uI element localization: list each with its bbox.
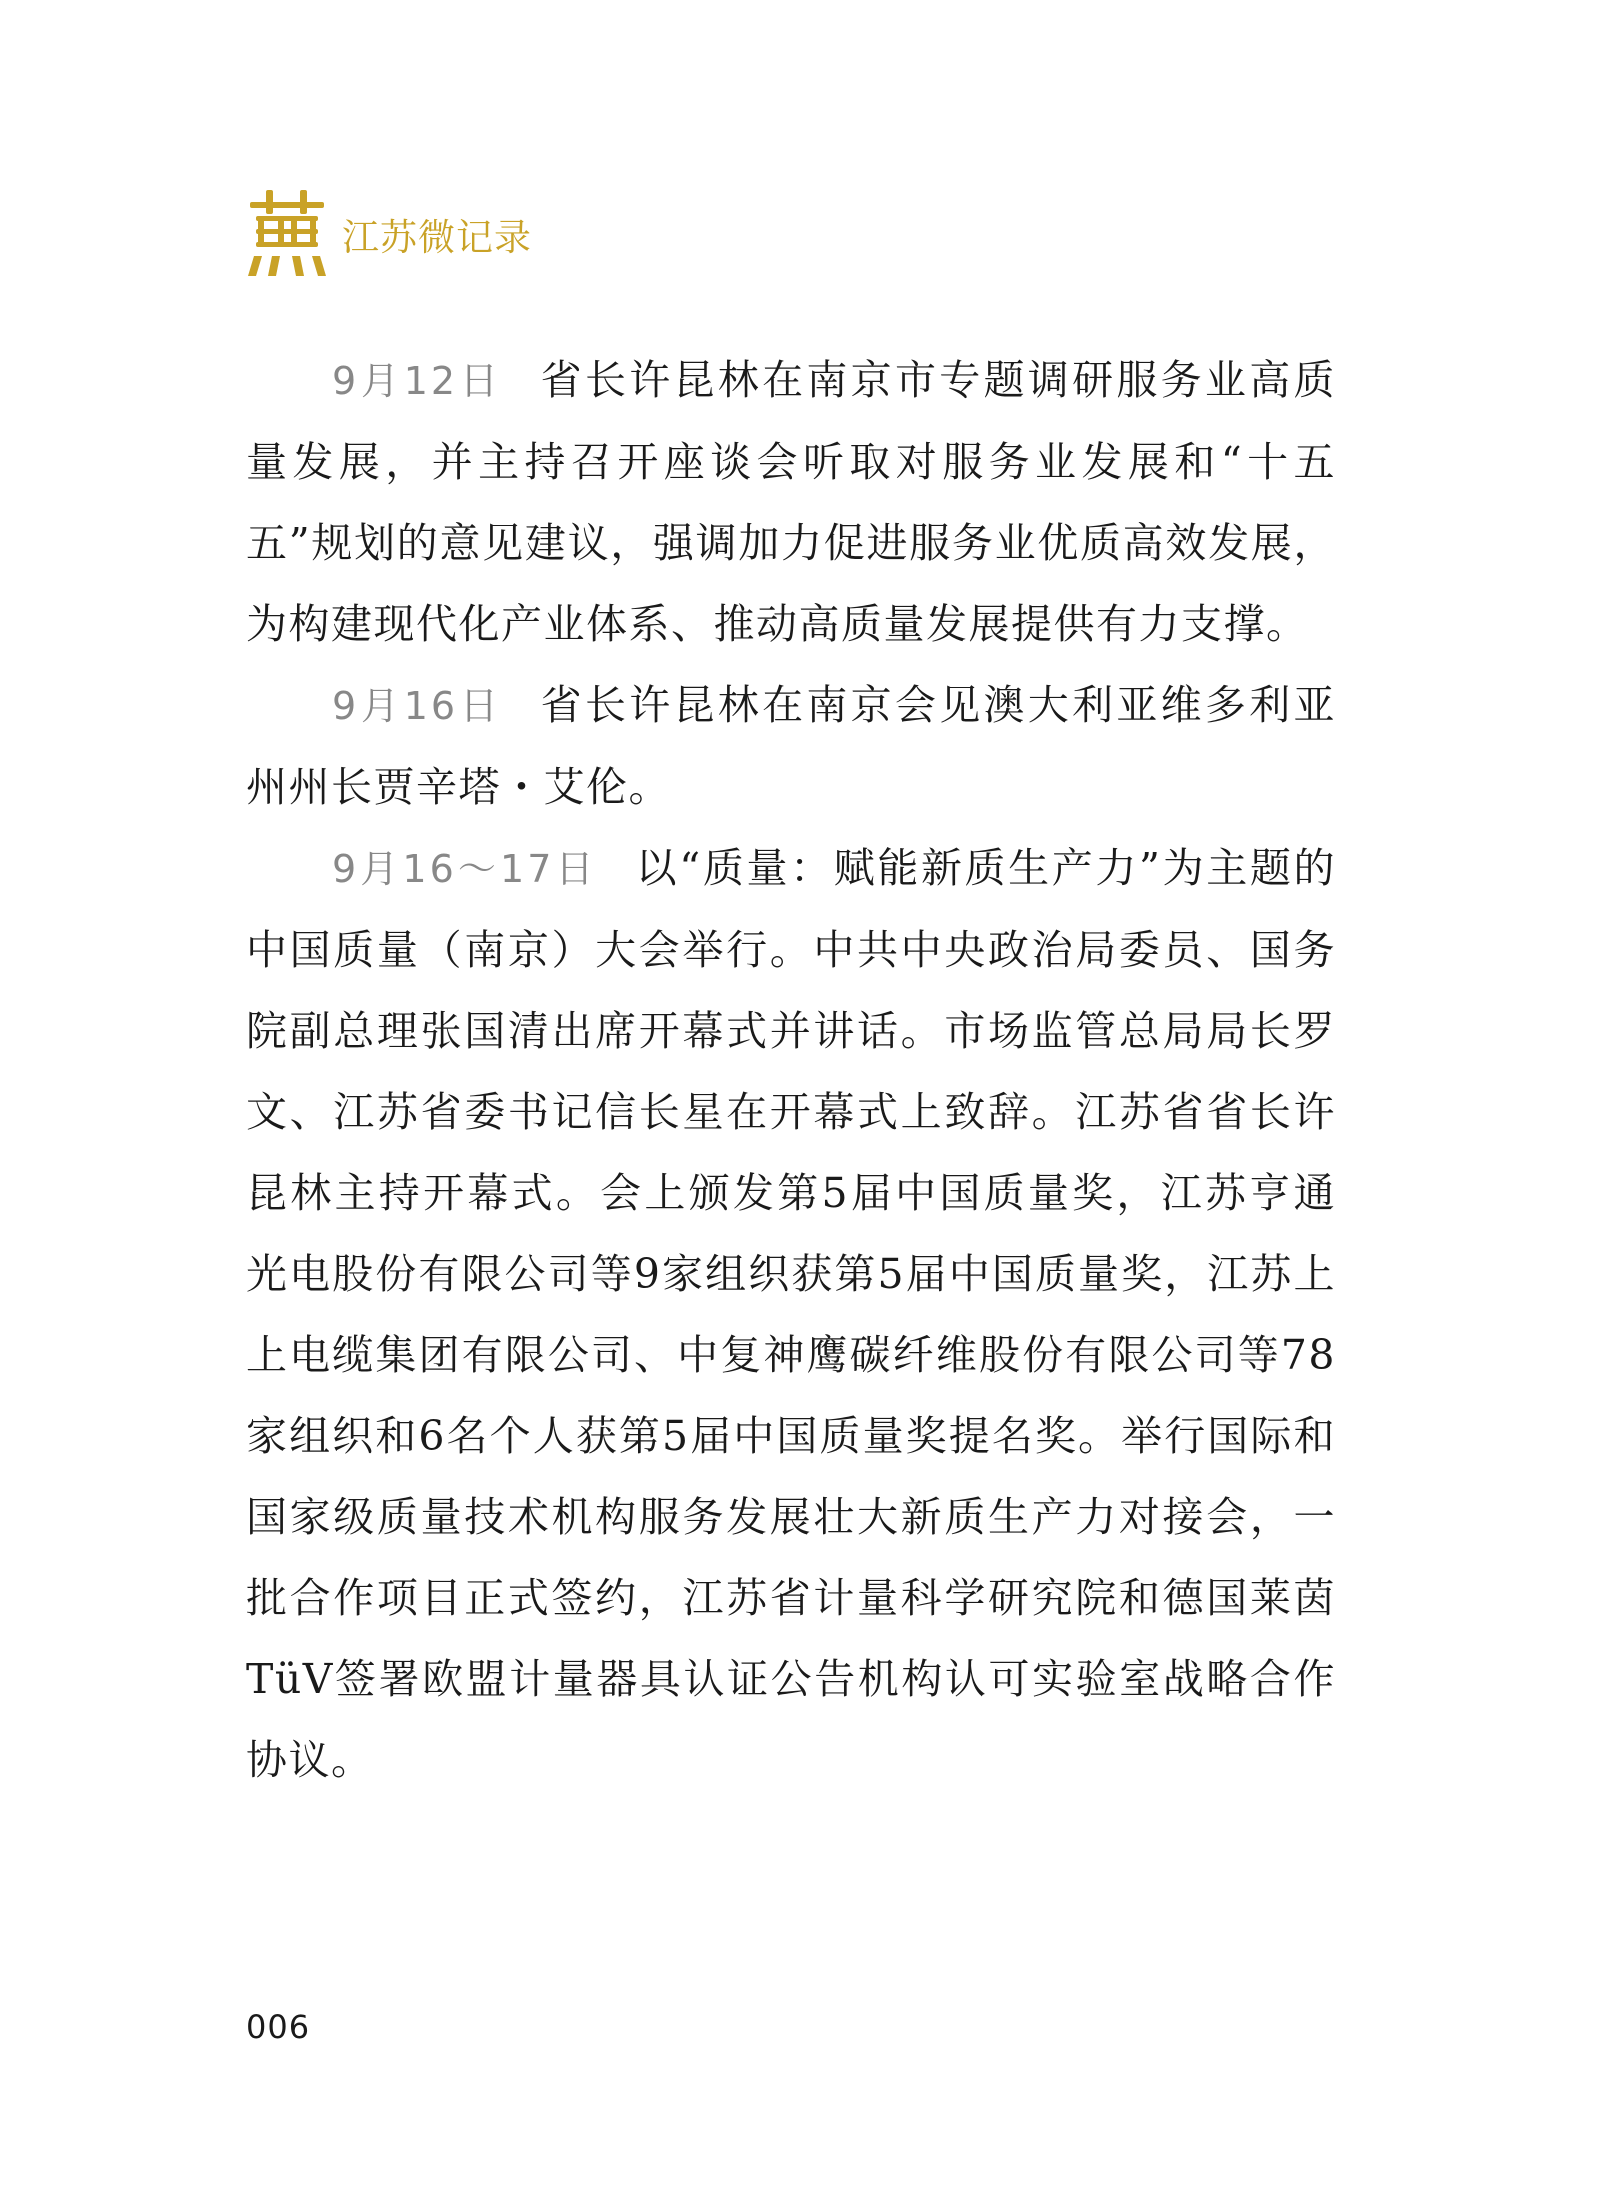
brand-title: 江苏微记录 xyxy=(342,216,532,259)
entry-date: 9月12日 xyxy=(332,359,503,403)
entry-date: 9月16日 xyxy=(332,684,503,728)
entry-text: 省长许昆林在南京会见澳大利亚维多利亚州州长贾辛塔・艾伦。 xyxy=(246,681,1337,811)
entries-list xyxy=(246,340,1336,1801)
entry-text: 以“质量：赋能新质生产力”为主题的中国质量（南京）大会举行。中共中央政治局委员、国务院副总理张国清出席开幕式并讲话。市场监管总局局长罗文、江苏省委书记信长星在开幕式上致辞。江苏省省长许昆林主持开幕式。会上颁发第5届中国质量奖，江苏亨通光电股份有限公司等9家组织获第5届中国质量奖，江苏上上电缆集团有限公司、中复神鹰碳纤维股份有限公司等78家组织和6名个人获第5届中国质量奖提名奖。举行国际和国家级质量技术机构服务发展壮大新质生产力对接会，一批合作项目正式签约，江苏省计量科学研究院和德国莱茵TüV签署欧盟计量器具认证公告机构认可实验室战略合作协议。 xyxy=(246,844,1336,1784)
entry-text: 省长许昆林在南京市专题调研服务业高质量发展，并主持召开座谈会听取对服务业发展和“十五五”规划的意见建议，强调加力促进服务业优质高效发展，为构建现代化产业体系、推动高质量发展提供有力支撑。 xyxy=(246,356,1337,648)
entry-sep-16-17 xyxy=(246,828,1336,1801)
entry-sep-16 xyxy=(246,665,1336,828)
entry-date: 9月16～17日 xyxy=(332,847,598,891)
golden-character-logo-icon xyxy=(248,186,326,278)
entry-sep-12 xyxy=(246,340,1336,665)
page-header xyxy=(248,186,532,278)
page-number: 006 xyxy=(246,2008,311,2046)
